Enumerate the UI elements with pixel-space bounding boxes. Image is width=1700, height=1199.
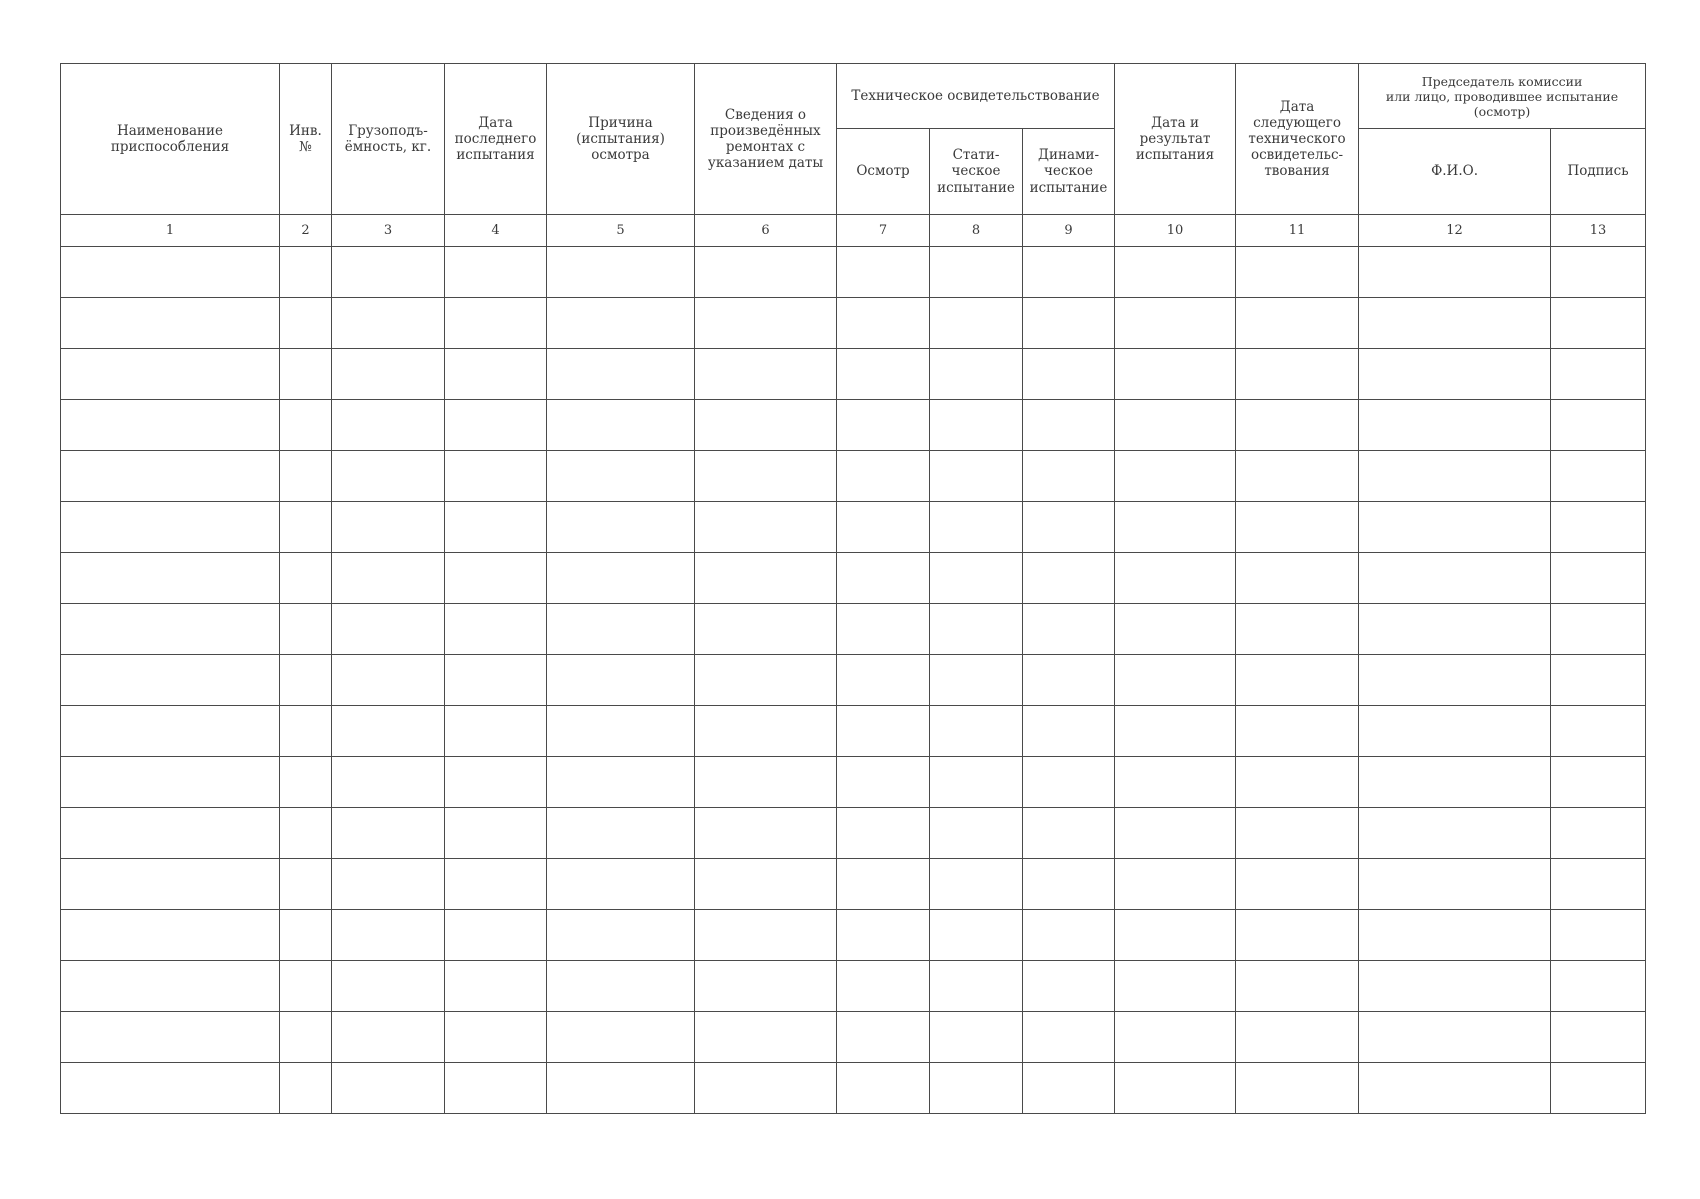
header-reason: Причина (испытания) осмотра <box>547 64 695 215</box>
entry-cell[interactable] <box>1551 1012 1646 1063</box>
entry-cell[interactable] <box>695 655 837 706</box>
entry-cell[interactable] <box>445 400 547 451</box>
entry-cell[interactable] <box>1115 961 1236 1012</box>
entry-cell[interactable] <box>1115 1063 1236 1114</box>
entry-cell[interactable] <box>930 1063 1023 1114</box>
column-number: 3 <box>332 215 445 247</box>
entry-cell[interactable] <box>1115 706 1236 757</box>
entry-cell[interactable] <box>332 706 445 757</box>
entry-cell[interactable] <box>280 553 332 604</box>
entry-cell[interactable] <box>1236 706 1359 757</box>
entry-cell[interactable] <box>1236 451 1359 502</box>
entry-cell[interactable] <box>695 1012 837 1063</box>
entry-cell[interactable] <box>1359 706 1551 757</box>
entry-cell[interactable] <box>1359 808 1551 859</box>
entry-cell[interactable] <box>930 910 1023 961</box>
entry-cell[interactable] <box>1023 910 1115 961</box>
table-row <box>61 298 1646 349</box>
entry-cell[interactable] <box>695 808 837 859</box>
entry-cell[interactable] <box>61 961 280 1012</box>
table-row <box>61 400 1646 451</box>
entry-cell[interactable] <box>445 553 547 604</box>
entry-cell[interactable] <box>1115 247 1236 298</box>
entry-cell[interactable] <box>1236 604 1359 655</box>
column-number-row <box>61 215 1646 247</box>
table-row <box>61 757 1646 808</box>
entry-cell[interactable] <box>930 655 1023 706</box>
entry-cell[interactable] <box>1551 604 1646 655</box>
entry-cell[interactable] <box>1023 1012 1115 1063</box>
entry-cell[interactable] <box>1115 349 1236 400</box>
header-technical-examination: Техническое освидетельствование <box>837 64 1115 129</box>
entry-cell[interactable] <box>1115 400 1236 451</box>
entry-cell[interactable] <box>280 604 332 655</box>
entry-cell[interactable] <box>280 400 332 451</box>
entry-cell[interactable] <box>695 451 837 502</box>
entry-cell[interactable] <box>1359 604 1551 655</box>
entry-cell[interactable] <box>547 808 695 859</box>
entry-cell[interactable] <box>280 859 332 910</box>
entry-cell[interactable] <box>930 961 1023 1012</box>
header-signature: Подпись <box>1551 129 1646 215</box>
entry-cell[interactable] <box>1359 298 1551 349</box>
entry-cell[interactable] <box>1115 757 1236 808</box>
entry-cell[interactable] <box>1551 298 1646 349</box>
table-row <box>61 808 1646 859</box>
entry-cell[interactable] <box>837 298 930 349</box>
entry-cell[interactable] <box>1236 961 1359 1012</box>
entry-cell[interactable] <box>332 655 445 706</box>
entry-cell[interactable] <box>1551 553 1646 604</box>
entry-cell[interactable] <box>547 247 695 298</box>
header-chairman: Председатель комиссии или лицо, проводившее испытание (осмотр) <box>1359 64 1646 129</box>
entry-cell[interactable] <box>1115 859 1236 910</box>
entry-cell[interactable] <box>332 247 445 298</box>
header-inventory-number: Инв. № <box>280 64 332 215</box>
entry-cell[interactable] <box>61 298 280 349</box>
entry-cell[interactable] <box>1359 1012 1551 1063</box>
entry-cell[interactable] <box>280 1063 332 1114</box>
entry-cell[interactable] <box>445 808 547 859</box>
entry-cell[interactable] <box>837 961 930 1012</box>
entry-cell[interactable] <box>930 859 1023 910</box>
entry-cell[interactable] <box>1023 1063 1115 1114</box>
entry-cell[interactable] <box>445 451 547 502</box>
entry-cell[interactable] <box>547 400 695 451</box>
entry-cell[interactable] <box>1236 502 1359 553</box>
entry-cell[interactable] <box>1551 1063 1646 1114</box>
table-row <box>61 910 1646 961</box>
entry-cell[interactable] <box>930 451 1023 502</box>
table-row <box>61 859 1646 910</box>
entry-cell[interactable] <box>332 1063 445 1114</box>
entry-cell[interactable] <box>1236 1063 1359 1114</box>
entry-cell[interactable] <box>1551 910 1646 961</box>
header-capacity: Грузоподъ- ёмность, кг. <box>332 64 445 215</box>
table-row <box>61 247 1646 298</box>
entry-cell[interactable] <box>695 502 837 553</box>
entry-cell[interactable] <box>1236 655 1359 706</box>
entry-cell[interactable] <box>930 808 1023 859</box>
entry-cell[interactable] <box>61 349 280 400</box>
entry-cell[interactable] <box>61 502 280 553</box>
entry-cell[interactable] <box>61 808 280 859</box>
entry-cell[interactable] <box>61 400 280 451</box>
entry-cell[interactable] <box>930 298 1023 349</box>
entry-cell[interactable] <box>61 1063 280 1114</box>
entry-cell[interactable] <box>280 247 332 298</box>
entry-cell[interactable] <box>445 757 547 808</box>
entry-cell[interactable] <box>930 553 1023 604</box>
entry-cell[interactable] <box>61 553 280 604</box>
entry-cell[interactable] <box>1023 400 1115 451</box>
header-inspection: Осмотр <box>837 129 930 215</box>
entry-cell[interactable] <box>837 553 930 604</box>
column-number: 10 <box>1115 215 1236 247</box>
entry-cell[interactable] <box>1236 1012 1359 1063</box>
entry-cell[interactable] <box>837 910 930 961</box>
entry-cell[interactable] <box>1115 553 1236 604</box>
column-number: 6 <box>695 215 837 247</box>
entry-cell[interactable] <box>1115 1012 1236 1063</box>
entry-cell[interactable] <box>1551 757 1646 808</box>
entry-cell[interactable] <box>332 757 445 808</box>
entry-cell[interactable] <box>280 910 332 961</box>
entry-cell[interactable] <box>280 1012 332 1063</box>
entry-cell[interactable] <box>1236 298 1359 349</box>
column-number: 8 <box>930 215 1023 247</box>
entry-cell[interactable] <box>1359 247 1551 298</box>
entry-cell[interactable] <box>547 706 695 757</box>
entry-cell[interactable] <box>547 553 695 604</box>
entry-cell[interactable] <box>1236 859 1359 910</box>
entry-cell[interactable] <box>695 910 837 961</box>
entry-cell[interactable] <box>695 604 837 655</box>
entry-cell[interactable] <box>445 1012 547 1063</box>
entry-cell[interactable] <box>1551 859 1646 910</box>
entry-cell[interactable] <box>1115 298 1236 349</box>
entry-cell[interactable] <box>445 298 547 349</box>
entry-cell[interactable] <box>445 859 547 910</box>
entry-cell[interactable] <box>1359 961 1551 1012</box>
entry-cell[interactable] <box>61 706 280 757</box>
entry-cell[interactable] <box>547 859 695 910</box>
entry-cell[interactable] <box>1359 451 1551 502</box>
entry-cell[interactable] <box>930 349 1023 400</box>
entry-cell[interactable] <box>1115 910 1236 961</box>
entry-cell[interactable] <box>1023 451 1115 502</box>
entry-cell[interactable] <box>547 655 695 706</box>
entry-cell[interactable] <box>1359 502 1551 553</box>
column-number: 11 <box>1236 215 1359 247</box>
inspection-log-form <box>60 63 1645 1114</box>
entry-cell[interactable] <box>61 655 280 706</box>
entry-cell[interactable] <box>837 349 930 400</box>
entry-cell[interactable] <box>837 604 930 655</box>
inspection-log-table <box>60 63 1646 1114</box>
table-row <box>61 1063 1646 1114</box>
entry-cell[interactable] <box>547 910 695 961</box>
entry-cell[interactable] <box>837 655 930 706</box>
entry-cell[interactable] <box>695 400 837 451</box>
header-result-date: Дата и результат испытания <box>1115 64 1236 215</box>
entry-cell[interactable] <box>445 349 547 400</box>
entry-cell[interactable] <box>1551 706 1646 757</box>
entry-cell[interactable] <box>1359 553 1551 604</box>
entry-cell[interactable] <box>280 451 332 502</box>
entry-cell[interactable] <box>837 859 930 910</box>
entry-cell[interactable] <box>61 1012 280 1063</box>
entry-cell[interactable] <box>1023 757 1115 808</box>
entry-cell[interactable] <box>1023 502 1115 553</box>
entry-cell[interactable] <box>280 349 332 400</box>
entry-cell[interactable] <box>1359 910 1551 961</box>
entry-cell[interactable] <box>61 451 280 502</box>
entry-cell[interactable] <box>1023 298 1115 349</box>
column-number: 4 <box>445 215 547 247</box>
entry-cell[interactable] <box>1551 808 1646 859</box>
entry-cell[interactable] <box>332 349 445 400</box>
entry-cell[interactable] <box>332 400 445 451</box>
entry-cell[interactable] <box>695 757 837 808</box>
entry-cell[interactable] <box>332 553 445 604</box>
column-number: 13 <box>1551 215 1646 247</box>
entry-cell[interactable] <box>445 502 547 553</box>
entry-cell[interactable] <box>1551 961 1646 1012</box>
entry-cell[interactable] <box>1551 451 1646 502</box>
entry-cell[interactable] <box>280 757 332 808</box>
entry-cell[interactable] <box>1551 655 1646 706</box>
entry-cell[interactable] <box>280 808 332 859</box>
entry-cell[interactable] <box>332 502 445 553</box>
entry-cell[interactable] <box>332 604 445 655</box>
entry-cell[interactable] <box>332 910 445 961</box>
entry-cell[interactable] <box>1115 604 1236 655</box>
entry-cell[interactable] <box>547 1012 695 1063</box>
entry-cell[interactable] <box>445 706 547 757</box>
column-number: 2 <box>280 215 332 247</box>
entry-cell[interactable] <box>445 247 547 298</box>
entry-cell[interactable] <box>547 451 695 502</box>
entry-cell[interactable] <box>695 961 837 1012</box>
entry-cell[interactable] <box>1359 349 1551 400</box>
entry-cell[interactable] <box>1023 655 1115 706</box>
entry-cell[interactable] <box>930 706 1023 757</box>
entry-cell[interactable] <box>1023 349 1115 400</box>
table-row <box>61 349 1646 400</box>
column-number: 5 <box>547 215 695 247</box>
column-number: 7 <box>837 215 930 247</box>
table-row <box>61 451 1646 502</box>
entry-cell[interactable] <box>1236 757 1359 808</box>
entry-cell[interactable] <box>445 1063 547 1114</box>
entry-cell[interactable] <box>547 502 695 553</box>
entry-cell[interactable] <box>1115 502 1236 553</box>
header-static-test: Стати- ческое испытание <box>930 129 1023 215</box>
entry-cell[interactable] <box>1236 808 1359 859</box>
entry-cell[interactable] <box>837 808 930 859</box>
entry-cell[interactable] <box>61 247 280 298</box>
header-last-test-date: Дата последнего испытания <box>445 64 547 215</box>
entry-cell[interactable] <box>332 298 445 349</box>
table-row <box>61 961 1646 1012</box>
entry-cell[interactable] <box>332 451 445 502</box>
entry-cell[interactable] <box>1115 451 1236 502</box>
entry-cell[interactable] <box>1023 961 1115 1012</box>
entry-cell[interactable] <box>695 349 837 400</box>
entry-cell[interactable] <box>1023 706 1115 757</box>
entry-cell[interactable] <box>332 1012 445 1063</box>
entry-cell[interactable] <box>1236 400 1359 451</box>
table-row <box>61 1012 1646 1063</box>
entry-cell[interactable] <box>445 910 547 961</box>
entry-cell[interactable] <box>280 706 332 757</box>
entry-cell[interactable] <box>547 961 695 1012</box>
entry-cell[interactable] <box>280 655 332 706</box>
table-row <box>61 706 1646 757</box>
entry-cell[interactable] <box>332 859 445 910</box>
entry-cell[interactable] <box>837 1012 930 1063</box>
log-body <box>61 247 1646 1114</box>
entry-cell[interactable] <box>1023 808 1115 859</box>
entry-cell[interactable] <box>280 961 332 1012</box>
entry-cell[interactable] <box>1551 502 1646 553</box>
entry-cell[interactable] <box>1359 1063 1551 1114</box>
entry-cell[interactable] <box>1551 400 1646 451</box>
entry-cell[interactable] <box>695 247 837 298</box>
entry-cell[interactable] <box>61 859 280 910</box>
entry-cell[interactable] <box>547 298 695 349</box>
entry-cell[interactable] <box>1236 553 1359 604</box>
entry-cell[interactable] <box>695 859 837 910</box>
entry-cell[interactable] <box>837 247 930 298</box>
header-repairs: Сведения о произведённых ремонтах с указанием даты <box>695 64 837 215</box>
entry-cell[interactable] <box>1115 808 1236 859</box>
entry-cell[interactable] <box>695 1063 837 1114</box>
entry-cell[interactable] <box>1023 553 1115 604</box>
entry-cell[interactable] <box>837 451 930 502</box>
entry-cell[interactable] <box>930 604 1023 655</box>
header-name: Наименование приспособления <box>61 64 280 215</box>
table-row <box>61 553 1646 604</box>
entry-cell[interactable] <box>695 553 837 604</box>
entry-cell[interactable] <box>1551 349 1646 400</box>
entry-cell[interactable] <box>445 655 547 706</box>
entry-cell[interactable] <box>547 349 695 400</box>
entry-cell[interactable] <box>61 757 280 808</box>
entry-cell[interactable] <box>930 1012 1023 1063</box>
table-row <box>61 604 1646 655</box>
header-next-exam-date: Дата следующего технического освидетельс- твования <box>1236 64 1359 215</box>
entry-cell[interactable] <box>837 706 930 757</box>
entry-cell[interactable] <box>547 757 695 808</box>
entry-cell[interactable] <box>1551 247 1646 298</box>
entry-cell[interactable] <box>61 604 280 655</box>
entry-cell[interactable] <box>1023 859 1115 910</box>
entry-cell[interactable] <box>1359 859 1551 910</box>
entry-cell[interactable] <box>332 961 445 1012</box>
entry-cell[interactable] <box>280 502 332 553</box>
entry-cell[interactable] <box>930 247 1023 298</box>
entry-cell[interactable] <box>445 604 547 655</box>
entry-cell[interactable] <box>445 961 547 1012</box>
entry-cell[interactable] <box>837 757 930 808</box>
header-fio: Ф.И.О. <box>1359 129 1551 215</box>
entry-cell[interactable] <box>1236 247 1359 298</box>
entry-cell[interactable] <box>1359 757 1551 808</box>
entry-cell[interactable] <box>547 1063 695 1114</box>
column-number: 12 <box>1359 215 1551 247</box>
entry-cell[interactable] <box>61 910 280 961</box>
table-row <box>61 655 1646 706</box>
entry-cell[interactable] <box>280 298 332 349</box>
entry-cell[interactable] <box>547 604 695 655</box>
entry-cell[interactable] <box>695 298 837 349</box>
header-dynamic-test: Динами- ческое испытание <box>1023 129 1115 215</box>
entry-cell[interactable] <box>1359 655 1551 706</box>
entry-cell[interactable] <box>837 400 930 451</box>
table-row <box>61 502 1646 553</box>
entry-cell[interactable] <box>1023 604 1115 655</box>
entry-cell[interactable] <box>1236 910 1359 961</box>
entry-cell[interactable] <box>1359 400 1551 451</box>
entry-cell[interactable] <box>1023 247 1115 298</box>
entry-cell[interactable] <box>837 1063 930 1114</box>
entry-cell[interactable] <box>1115 655 1236 706</box>
entry-cell[interactable] <box>332 808 445 859</box>
entry-cell[interactable] <box>930 400 1023 451</box>
entry-cell[interactable] <box>1236 349 1359 400</box>
entry-cell[interactable] <box>930 757 1023 808</box>
entry-cell[interactable] <box>930 502 1023 553</box>
column-number: 1 <box>61 215 280 247</box>
column-number: 9 <box>1023 215 1115 247</box>
entry-cell[interactable] <box>837 502 930 553</box>
entry-cell[interactable] <box>695 706 837 757</box>
